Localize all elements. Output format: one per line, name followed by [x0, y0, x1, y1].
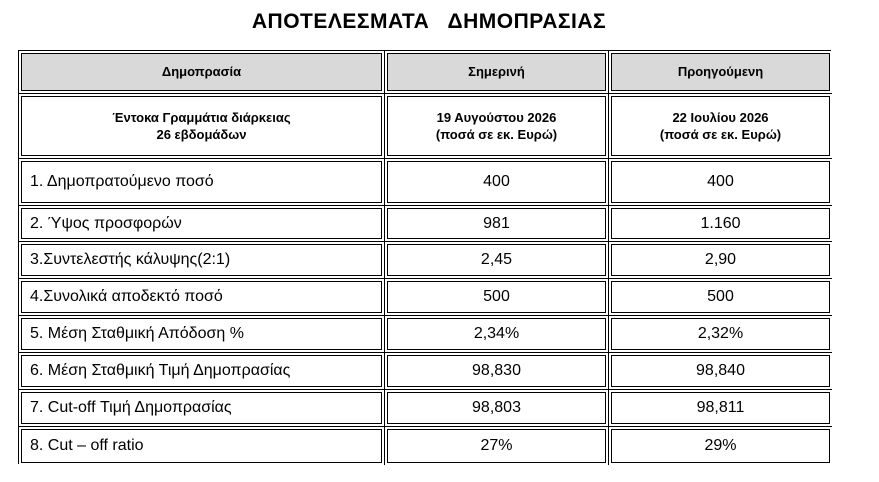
row-label-weighted-yield: 5. Μέση Σταθμική Απόδοση % [19, 316, 385, 353]
row-previous-weighted-price: 98,840 [609, 353, 832, 390]
header-previous: Προηγούμενη [609, 51, 832, 94]
header-auction: Δημοπρασία [19, 51, 385, 94]
instrument-duration: 26 εβδομάδων [156, 127, 247, 142]
row-previous-coverage-ratio: 2,90 [609, 242, 832, 279]
auction-results-table [18, 50, 831, 464]
row-label-cutoff-price: 7. Cut-off Τιμή Δημοπρασίας [19, 390, 385, 427]
current-amount-unit: (ποσά σε εκ. Ευρώ) [435, 127, 558, 142]
row-current-bids-amount: 981 [385, 206, 609, 242]
row-label-weighted-price: 6. Μέση Σταθμική Τιμή Δημοπρασίας [19, 353, 385, 390]
subheader-instrument [19, 94, 385, 159]
current-auction-date: 19 Αυγούστου 2026 [436, 110, 557, 125]
row-current-coverage-ratio: 2,45 [385, 242, 609, 279]
instrument-name: Έντοκα Γραμμάτια διάρκειας [112, 110, 291, 125]
row-previous-cutoff-price: 98,811 [609, 390, 832, 427]
row-current-weighted-price: 98,830 [385, 353, 609, 390]
row-previous-accepted-amount: 500 [609, 279, 832, 316]
row-label-auctioned-amount: 1. Δημοπρατούμενο ποσό [19, 159, 385, 206]
row-current-accepted-amount: 500 [385, 279, 609, 316]
row-previous-weighted-yield: 2,32% [609, 316, 832, 353]
row-label-cutoff-ratio: 8. Cut – off ratio [19, 427, 385, 465]
previous-auction-date: 22 Ιουλίου 2026 [672, 110, 769, 125]
row-current-cutoff-price: 98,803 [385, 390, 609, 427]
row-previous-bids-amount: 1.160 [609, 206, 832, 242]
row-previous-cutoff-ratio: 29% [609, 427, 832, 465]
row-label-coverage-ratio: 3.Συντελεστής κάλυψης(2:1) [19, 242, 385, 279]
row-label-bids-amount: 2. Ύψος προσφορών [19, 206, 385, 242]
row-current-auctioned-amount: 400 [385, 159, 609, 206]
subheader-previous-date [609, 94, 832, 159]
row-current-cutoff-ratio: 27% [385, 427, 609, 465]
previous-amount-unit: (ποσά σε εκ. Ευρώ) [659, 127, 782, 142]
page-title: ΑΠΟΤΕΛΕΣΜΑΤΑ ΔΗΜΟΠΡΑΣΙΑΣ [251, 10, 607, 33]
header-current: Σημερινή [385, 51, 609, 94]
row-current-weighted-yield: 2,34% [385, 316, 609, 353]
row-previous-auctioned-amount: 400 [609, 159, 832, 206]
row-label-accepted-amount: 4.Συνολικά αποδεκτό ποσό [19, 279, 385, 316]
subheader-current-date [385, 94, 609, 159]
